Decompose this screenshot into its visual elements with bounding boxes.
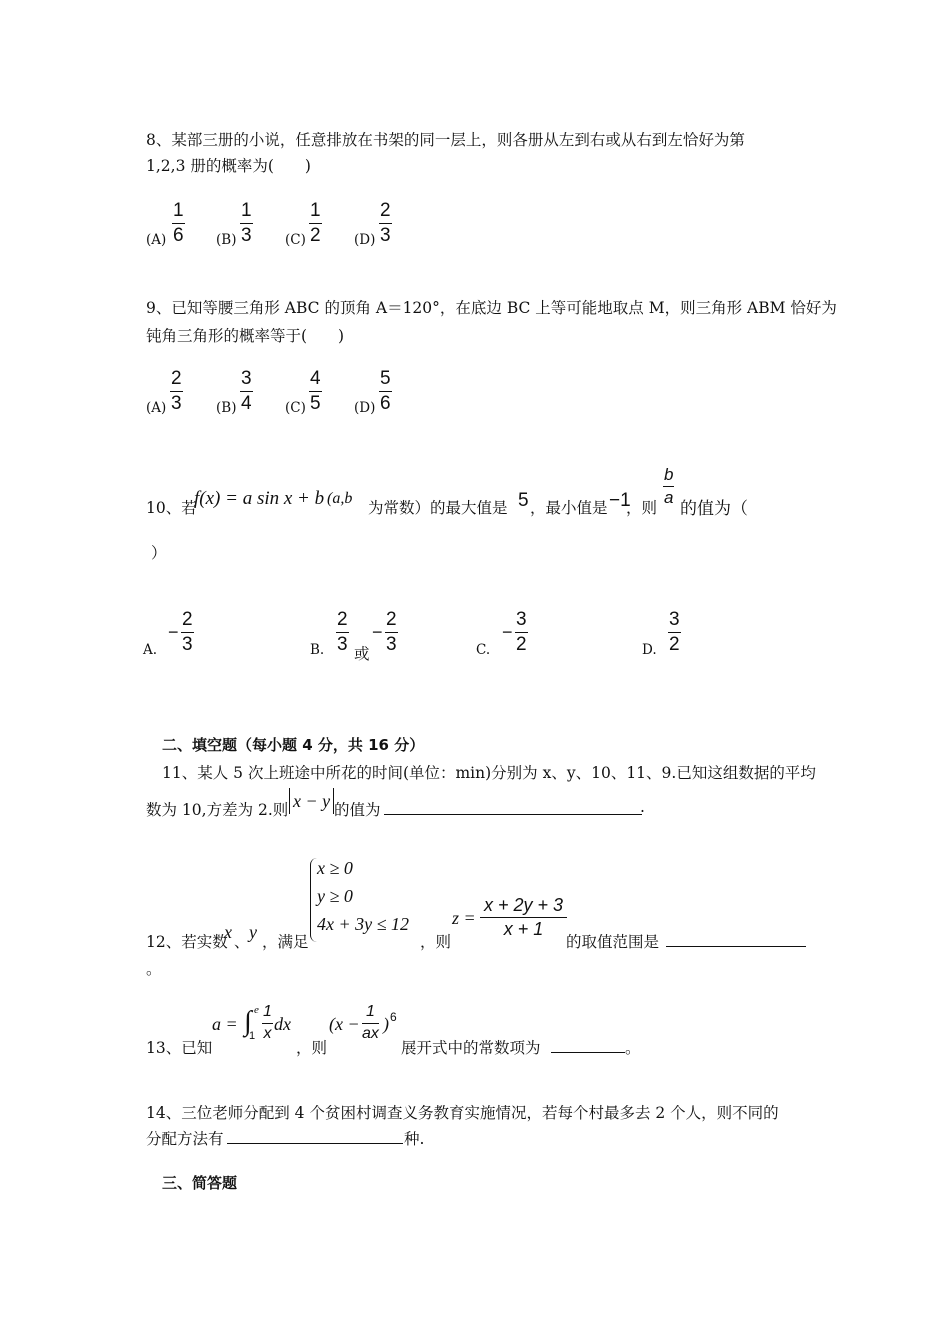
q13-power: 6 — [390, 1010, 397, 1024]
q10-option-c-label: C. — [476, 642, 491, 658]
q13-expr-close: ) — [383, 1014, 389, 1034]
q9-line1: 9、已知等腰三角形 ABC 的顶角 A＝120°，在底边 BC 上等可能地取点 M，则三角形 ABM 恰好为 — [146, 299, 837, 317]
q10-params: (a,b — [327, 490, 353, 507]
q10-option-b-label: B. — [310, 642, 325, 658]
q12-separator: 、 — [234, 933, 250, 951]
q12-z-fraction: x + 2y + 3 x + 1 — [480, 896, 567, 938]
q10-max-value: 5 — [518, 490, 529, 511]
q9-option-b-label: (B) — [216, 400, 237, 416]
q13-expr-open: (x − — [329, 1014, 360, 1034]
q13-integral-lower: 1 — [249, 1030, 256, 1042]
q12-constraint-1: x ≥ 0 — [317, 858, 353, 878]
q12-then: ，则 — [420, 933, 452, 951]
q9-option-a-fraction: 2 3 — [171, 368, 182, 414]
q12-system-brace — [310, 858, 317, 942]
q13-a-equals: a = — [212, 1014, 238, 1034]
q10-option-a-sign: − — [168, 622, 179, 642]
section-2-title: 二、填空题（每小题 4 分，共 16 分） — [162, 736, 425, 754]
q12-prefix: 12、若实数 — [146, 933, 228, 951]
q10-mid-text: ，最小值是 — [530, 499, 608, 517]
q13-integrand-fraction: 1 x — [263, 1003, 272, 1042]
q13-answer-blank[interactable] — [551, 1038, 625, 1053]
q10-option-b-or: 或 — [354, 645, 370, 663]
q12-var-x: x — [224, 922, 232, 942]
q8-line1: 8、某部三册的小说，任意排放在书架的同一层上，则各册从左到右或从右到左恰好为第 — [146, 131, 745, 149]
q10-then: ，则 — [626, 499, 658, 517]
q9-option-c-fraction: 4 5 — [310, 368, 321, 414]
q10-function: f(x) = a sin x + b — [194, 488, 325, 509]
q11-end: . — [640, 798, 645, 816]
q13-dx: dx — [274, 1014, 291, 1034]
q12-condition: ，满足 — [262, 933, 309, 951]
q10-close-paren: ） — [151, 544, 167, 562]
q10-option-b-fraction-1: 2 3 — [337, 609, 348, 655]
q13-integral-upper: e — [254, 1004, 259, 1016]
q11-abs-expression: x − y — [289, 788, 334, 814]
q8-option-d-label: (D) — [354, 232, 376, 248]
q8-option-b-fraction: 1 3 — [241, 200, 252, 246]
q12-z-equals: z = — [452, 908, 476, 928]
q8-option-c-label: (C) — [285, 232, 306, 248]
q13-comma-then: ，则 — [296, 1039, 328, 1057]
q12-constraint-3: 4x + 3y ≤ 12 — [317, 914, 410, 934]
q14-line1: 14、三位老师分配到 4 个贫困村调查义务教育实施情况，若每个村最多去 2 个人，则不同的 — [146, 1104, 779, 1122]
q10-option-c-sign: − — [502, 622, 513, 642]
q14-line2-suffix: 种. — [404, 1130, 425, 1148]
q11-line2-suffix: 的值为 — [334, 801, 381, 819]
q9-option-d-fraction: 5 6 — [380, 368, 391, 414]
q13-end: 。 — [625, 1039, 641, 1057]
q8-option-d-fraction: 2 3 — [380, 200, 391, 246]
q10-prefix: 10、若 — [146, 499, 197, 517]
q13-prefix: 13、已知 — [146, 1039, 213, 1057]
q9-option-b-fraction: 3 4 — [241, 368, 252, 414]
q13-suffix: 展开式中的常数项为 — [401, 1039, 541, 1057]
section-3-title: 三、简答题 — [162, 1174, 238, 1192]
q10-option-a-label: A. — [143, 642, 158, 658]
q11-line1: 11、某人 5 次上班途中所花的时间(单位：min)分别为 x、y、10、11、9.已知这组数据的平均 — [162, 764, 816, 782]
q14-answer-blank[interactable] — [227, 1129, 403, 1144]
q10-option-b-sign: − — [372, 622, 383, 642]
q10-option-d-fraction: 3 2 — [669, 609, 680, 655]
q12-end: 。 — [146, 960, 162, 978]
q9-line2: 钝角三角形的概率等于( ) — [146, 327, 345, 345]
q10-min-value: −1 — [609, 490, 631, 511]
q12-constraint-2: y ≥ 0 — [317, 886, 353, 906]
q10-option-a-fraction: 2 3 — [182, 609, 193, 655]
q10-params-note: 为常数）的最大值是 — [368, 499, 508, 517]
q8-line2: 1,2,3 册的概率为( ) — [146, 157, 311, 175]
q10-option-b-fraction-2: 2 3 — [386, 609, 397, 655]
q10-ratio-fraction: b a — [664, 465, 674, 507]
q11-line2-prefix: 数为 10,方差为 2.则 — [146, 801, 289, 819]
q10-option-d-label: D. — [642, 642, 657, 658]
q10-suffix: 的值为（ — [680, 499, 748, 519]
q13-integral-sign: ∫ — [244, 1006, 252, 1037]
q14-line2-prefix: 分配方法有 — [146, 1130, 224, 1148]
q8-option-a-label: (A) — [146, 232, 167, 248]
q9-option-c-label: (C) — [285, 400, 306, 416]
q8-option-c-fraction: 1 2 — [310, 200, 321, 246]
q9-option-a-label: (A) — [146, 400, 167, 416]
q8-option-a-fraction: 1 6 — [173, 200, 184, 246]
q9-option-d-label: (D) — [354, 400, 376, 416]
q11-answer-blank[interactable] — [384, 800, 642, 815]
q12-var-y: y — [249, 922, 257, 942]
q8-option-b-label: (B) — [216, 232, 237, 248]
q12-answer-blank[interactable] — [666, 932, 806, 947]
q10-option-c-fraction: 3 2 — [516, 609, 527, 655]
q12-suffix: 的取值范围是 — [566, 933, 660, 951]
q13-expr-fraction: 1 ax — [362, 1003, 379, 1042]
